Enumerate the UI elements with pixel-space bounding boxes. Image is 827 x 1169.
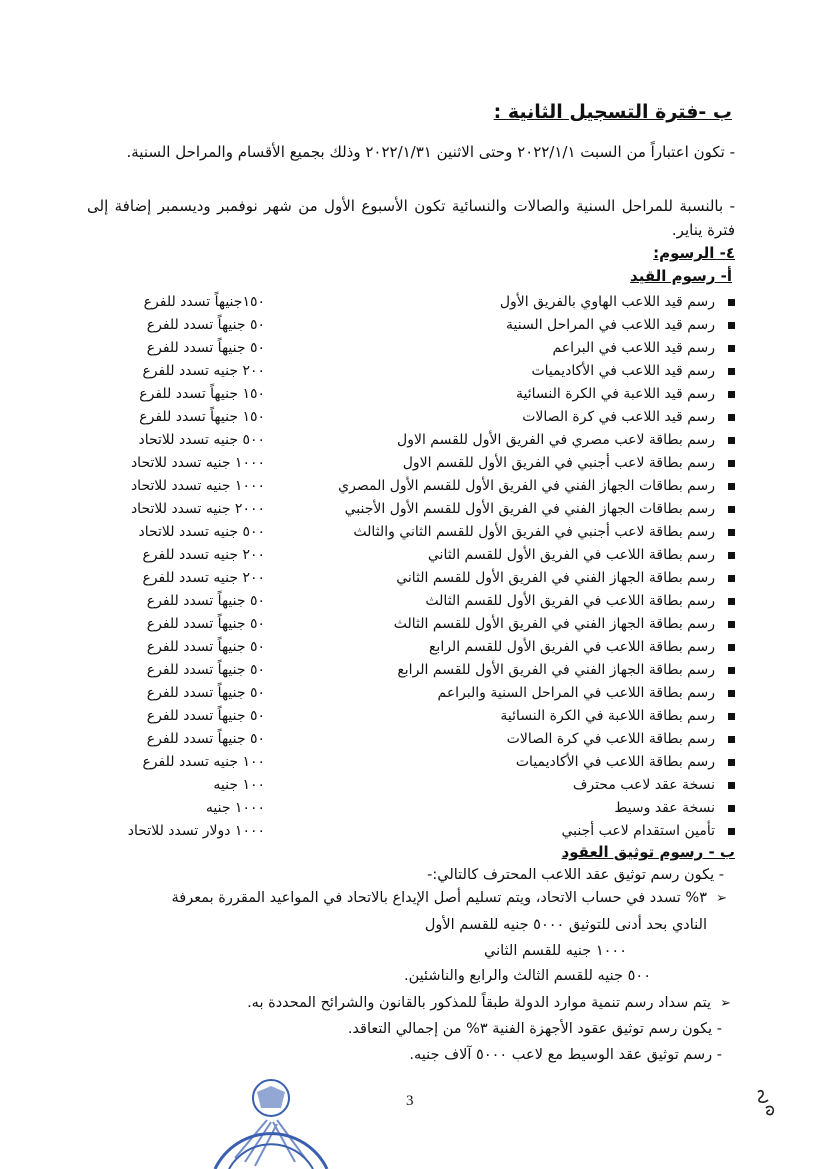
square-bullet-icon <box>728 828 735 835</box>
fee-description: رسم بطاقة اللاعب في المراحل السنية والبراعم <box>437 685 715 701</box>
contract-fee-text-5: يتم سداد رسم تنمية موارد الدولة طبقاً للمذكور بالقانون والشرائح المحددة به. <box>247 995 711 1011</box>
fee-amount: ٥٠ جنيهاً تسدد للفرع <box>146 639 265 655</box>
fee-description: رسم قيد اللاعب في المراحل السنية <box>505 317 715 333</box>
fee-amount: ٢٠٠٠ جنيه تسدد للاتحاد <box>130 501 265 517</box>
fees-heading: ٤- الرسوم: <box>653 244 735 262</box>
fee-description: رسم بطاقة اللاعب في الفريق الأول للقسم الرابع <box>428 639 715 655</box>
fee-amount: ٥٠ جنيهاً تسدد للفرع <box>146 662 265 678</box>
fee-description: رسم بطاقة اللاعب في كرة الصالات <box>506 731 715 747</box>
square-bullet-icon <box>728 299 735 306</box>
square-bullet-icon <box>728 598 735 605</box>
fee-amount: ١٥٠ جنيهاً تسدد للفرع <box>139 386 265 402</box>
square-bullet-icon <box>728 437 735 444</box>
fee-description: رسم قيد اللاعب في كرة الصالات <box>522 409 715 425</box>
square-bullet-icon <box>728 644 735 651</box>
square-bullet-icon <box>728 621 735 628</box>
fee-amount: ٥٠٠ جنيه تسدد للاتحاد <box>138 432 265 448</box>
fee-amount: ١٥٠جنيهاً تسدد للفرع <box>143 294 265 310</box>
square-bullet-icon <box>728 460 735 467</box>
fee-description: رسم بطاقة اللاعب في الأكاديميات <box>515 754 715 770</box>
fee-row <box>85 475 735 498</box>
square-bullet-icon <box>728 552 735 559</box>
fees-list <box>85 291 735 843</box>
fee-amount: ٥٠ جنيهاً تسدد للفرع <box>146 616 265 632</box>
fee-description: نسخة عقد وسيط <box>614 800 715 816</box>
contract-fee-line-7: - رسم توثيق عقد الوسيط مع لاعب ٥٠٠٠ آلاف جنيه. <box>409 1047 722 1063</box>
square-bullet-icon <box>728 391 735 398</box>
fee-amount: ١٠٠٠ جنيه <box>205 800 265 816</box>
square-bullet-icon <box>728 529 735 536</box>
page-number: 3 <box>406 1093 414 1109</box>
contract-fee-line-6: - يكون رسم توثيق عقود الأجهزة الفنية ٣% من إجمالي التعاقد. <box>347 1021 722 1037</box>
fee-row <box>85 544 735 567</box>
fee-description: تأمين استقدام لاعب أجنبي <box>561 823 715 839</box>
fee-amount: ٢٠٠ جنيه تسدد للفرع <box>142 547 265 563</box>
square-bullet-icon <box>728 345 735 352</box>
fee-description: رسم قيد اللاعبة في الكرة النسائية <box>516 386 715 402</box>
fee-description: رسم بطاقة الجهاز الفني في الفريق الأول للقسم الرابع <box>397 662 715 678</box>
fee-amount: ٥٠ جنيهاً تسدد للفرع <box>146 340 265 356</box>
fee-amount: ٥٠ جنيهاً تسدد للفرع <box>146 317 265 333</box>
contracts-heading: ب - رسوم توثيق العقود <box>561 843 735 861</box>
arrow-bullet-icon: ➢ <box>716 891 727 906</box>
fee-amount: ٢٠٠ جنيه تسدد للفرع <box>142 363 265 379</box>
fee-description: رسم بطاقات الجهاز الفني في الفريق الأول للقسم الأول الأجنبي <box>344 501 715 517</box>
square-bullet-icon <box>728 368 735 375</box>
registration-fees-subheading: أ- رسوم القيد <box>630 267 732 285</box>
contract-fee-line-5 <box>247 992 731 1014</box>
square-bullet-icon <box>728 782 735 789</box>
fee-row <box>85 406 735 429</box>
fee-row <box>85 682 735 705</box>
signature-initials <box>752 1086 782 1118</box>
contract-fee-line-3: ١٠٠٠ جنيه للقسم الثاني <box>484 943 627 959</box>
fee-description: رسم بطاقة اللاعب في الفريق الأول للقسم الثالث <box>425 593 715 609</box>
fee-amount: ١٠٠ جنيه تسدد للفرع <box>142 754 265 770</box>
fee-row <box>85 751 735 774</box>
fee-row <box>85 705 735 728</box>
fee-amount: ٥٠ جنيهاً تسدد للفرع <box>146 731 265 747</box>
fee-row <box>85 613 735 636</box>
arrow-bullet-icon: ➢ <box>720 996 731 1011</box>
square-bullet-icon <box>728 414 735 421</box>
fee-row <box>85 337 735 360</box>
fee-description: رسم بطاقة اللاعبة في الكرة النسائية <box>500 708 715 724</box>
fee-amount: ٥٠٠ جنيه تسدد للاتحاد <box>138 524 265 540</box>
fee-row <box>85 567 735 590</box>
square-bullet-icon <box>728 736 735 743</box>
fee-amount: ٢٠٠ جنيه تسدد للفرع <box>142 570 265 586</box>
fee-description: رسم بطاقة لاعب مصري في الفريق الأول للقسم الاول <box>397 432 715 448</box>
fee-amount: ٥٠ جنيهاً تسدد للفرع <box>146 685 265 701</box>
fee-row <box>85 314 735 337</box>
square-bullet-icon <box>728 322 735 329</box>
fee-row <box>85 429 735 452</box>
fee-description: رسم قيد اللاعب في البراعم <box>552 340 715 356</box>
fee-row <box>85 820 735 843</box>
fee-description: نسخة عقد لاعب محترف <box>572 777 715 793</box>
fee-amount: ١٠٠ جنيه <box>213 777 265 793</box>
fee-amount: ١٠٠٠ جنيه تسدد للاتحاد <box>130 455 265 471</box>
fee-description: رسم بطاقة الجهاز الفني في الفريق الأول للقسم الثالث <box>393 616 715 632</box>
fee-description: رسم بطاقة لاعب أجنبي في الفريق الأول للقسم الثاني والثالث <box>353 524 715 540</box>
fee-row <box>85 452 735 475</box>
fee-row <box>85 590 735 613</box>
fee-description: رسم بطاقة الجهاز الفني في الفريق الأول للقسم الثاني <box>396 570 715 586</box>
fee-description: رسم بطاقة لاعب أجنبي في الفريق الأول للقسم الاول <box>402 455 715 471</box>
fee-row <box>85 360 735 383</box>
fee-row <box>85 728 735 751</box>
fee-row <box>85 521 735 544</box>
fee-amount: ١٠٠٠ دولار تسدد للاتحاد <box>127 823 265 839</box>
fee-amount: ١٠٠٠ جنيه تسدد للاتحاد <box>130 478 265 494</box>
square-bullet-icon <box>728 575 735 582</box>
age-groups-paragraph: - بالنسبة للمراحل السنية والصالات والنسائية تكون الأسبوع الأول من شهر نوفمبر وديسمبر إضافة إلى فترة يناير. <box>87 197 735 239</box>
square-bullet-icon <box>728 690 735 697</box>
federation-stamp <box>205 1058 337 1169</box>
contracts-intro: - يكون رسم توثيق عقد اللاعب المحترف كالتالي:- <box>427 867 724 883</box>
contract-fee-line-4: ٥٠٠ جنيه للقسم الثالث والرابع والناشئين. <box>404 968 651 984</box>
contract-fee-line-2: النادي بحد أدنى للتوثيق ٥٠٠٠ جنيه للقسم الأول <box>424 917 707 933</box>
square-bullet-icon <box>728 713 735 720</box>
fee-row <box>85 636 735 659</box>
fee-amount: ٥٠ جنيهاً تسدد للفرع <box>146 593 265 609</box>
fee-row <box>85 291 735 314</box>
square-bullet-icon <box>728 506 735 513</box>
fee-description: رسم قيد اللاعب الهاوي بالفريق الأول <box>499 294 715 310</box>
fee-row <box>85 659 735 682</box>
fee-row <box>85 498 735 521</box>
fee-amount: ٥٠ جنيهاً تسدد للفرع <box>146 708 265 724</box>
contract-fee-line-1 <box>172 887 727 909</box>
fee-description: رسم قيد اللاعب في الأكاديميات <box>531 363 715 379</box>
square-bullet-icon <box>728 805 735 812</box>
section-title: ب -فترة التسجيل الثانية : <box>493 101 732 123</box>
square-bullet-icon <box>728 667 735 674</box>
fee-description: رسم بطاقات الجهاز الفني في الفريق الأول للقسم الأول المصري <box>338 478 715 494</box>
fee-description: رسم بطاقة اللاعب في الفريق الأول للقسم الثاني <box>427 547 715 563</box>
fee-row <box>85 774 735 797</box>
fee-row <box>85 797 735 820</box>
registration-period-paragraph: - تكون اعتباراً من السبت ٢٠٢٢/١/١ وحتى الاثنين ٢٠٢٢/١/٣١ وذلك بجميع الأقسام والمراحل السنية. <box>126 143 735 161</box>
fee-amount: ١٥٠ جنيهاً تسدد للفرع <box>139 409 265 425</box>
square-bullet-icon <box>728 759 735 766</box>
contract-fee-text-1: ٣% تسدد في حساب الاتحاد، ويتم تسليم أصل الإيداع بالاتحاد في المواعيد المقررة بمعرفة <box>171 890 707 906</box>
fee-row <box>85 383 735 406</box>
square-bullet-icon <box>728 483 735 490</box>
